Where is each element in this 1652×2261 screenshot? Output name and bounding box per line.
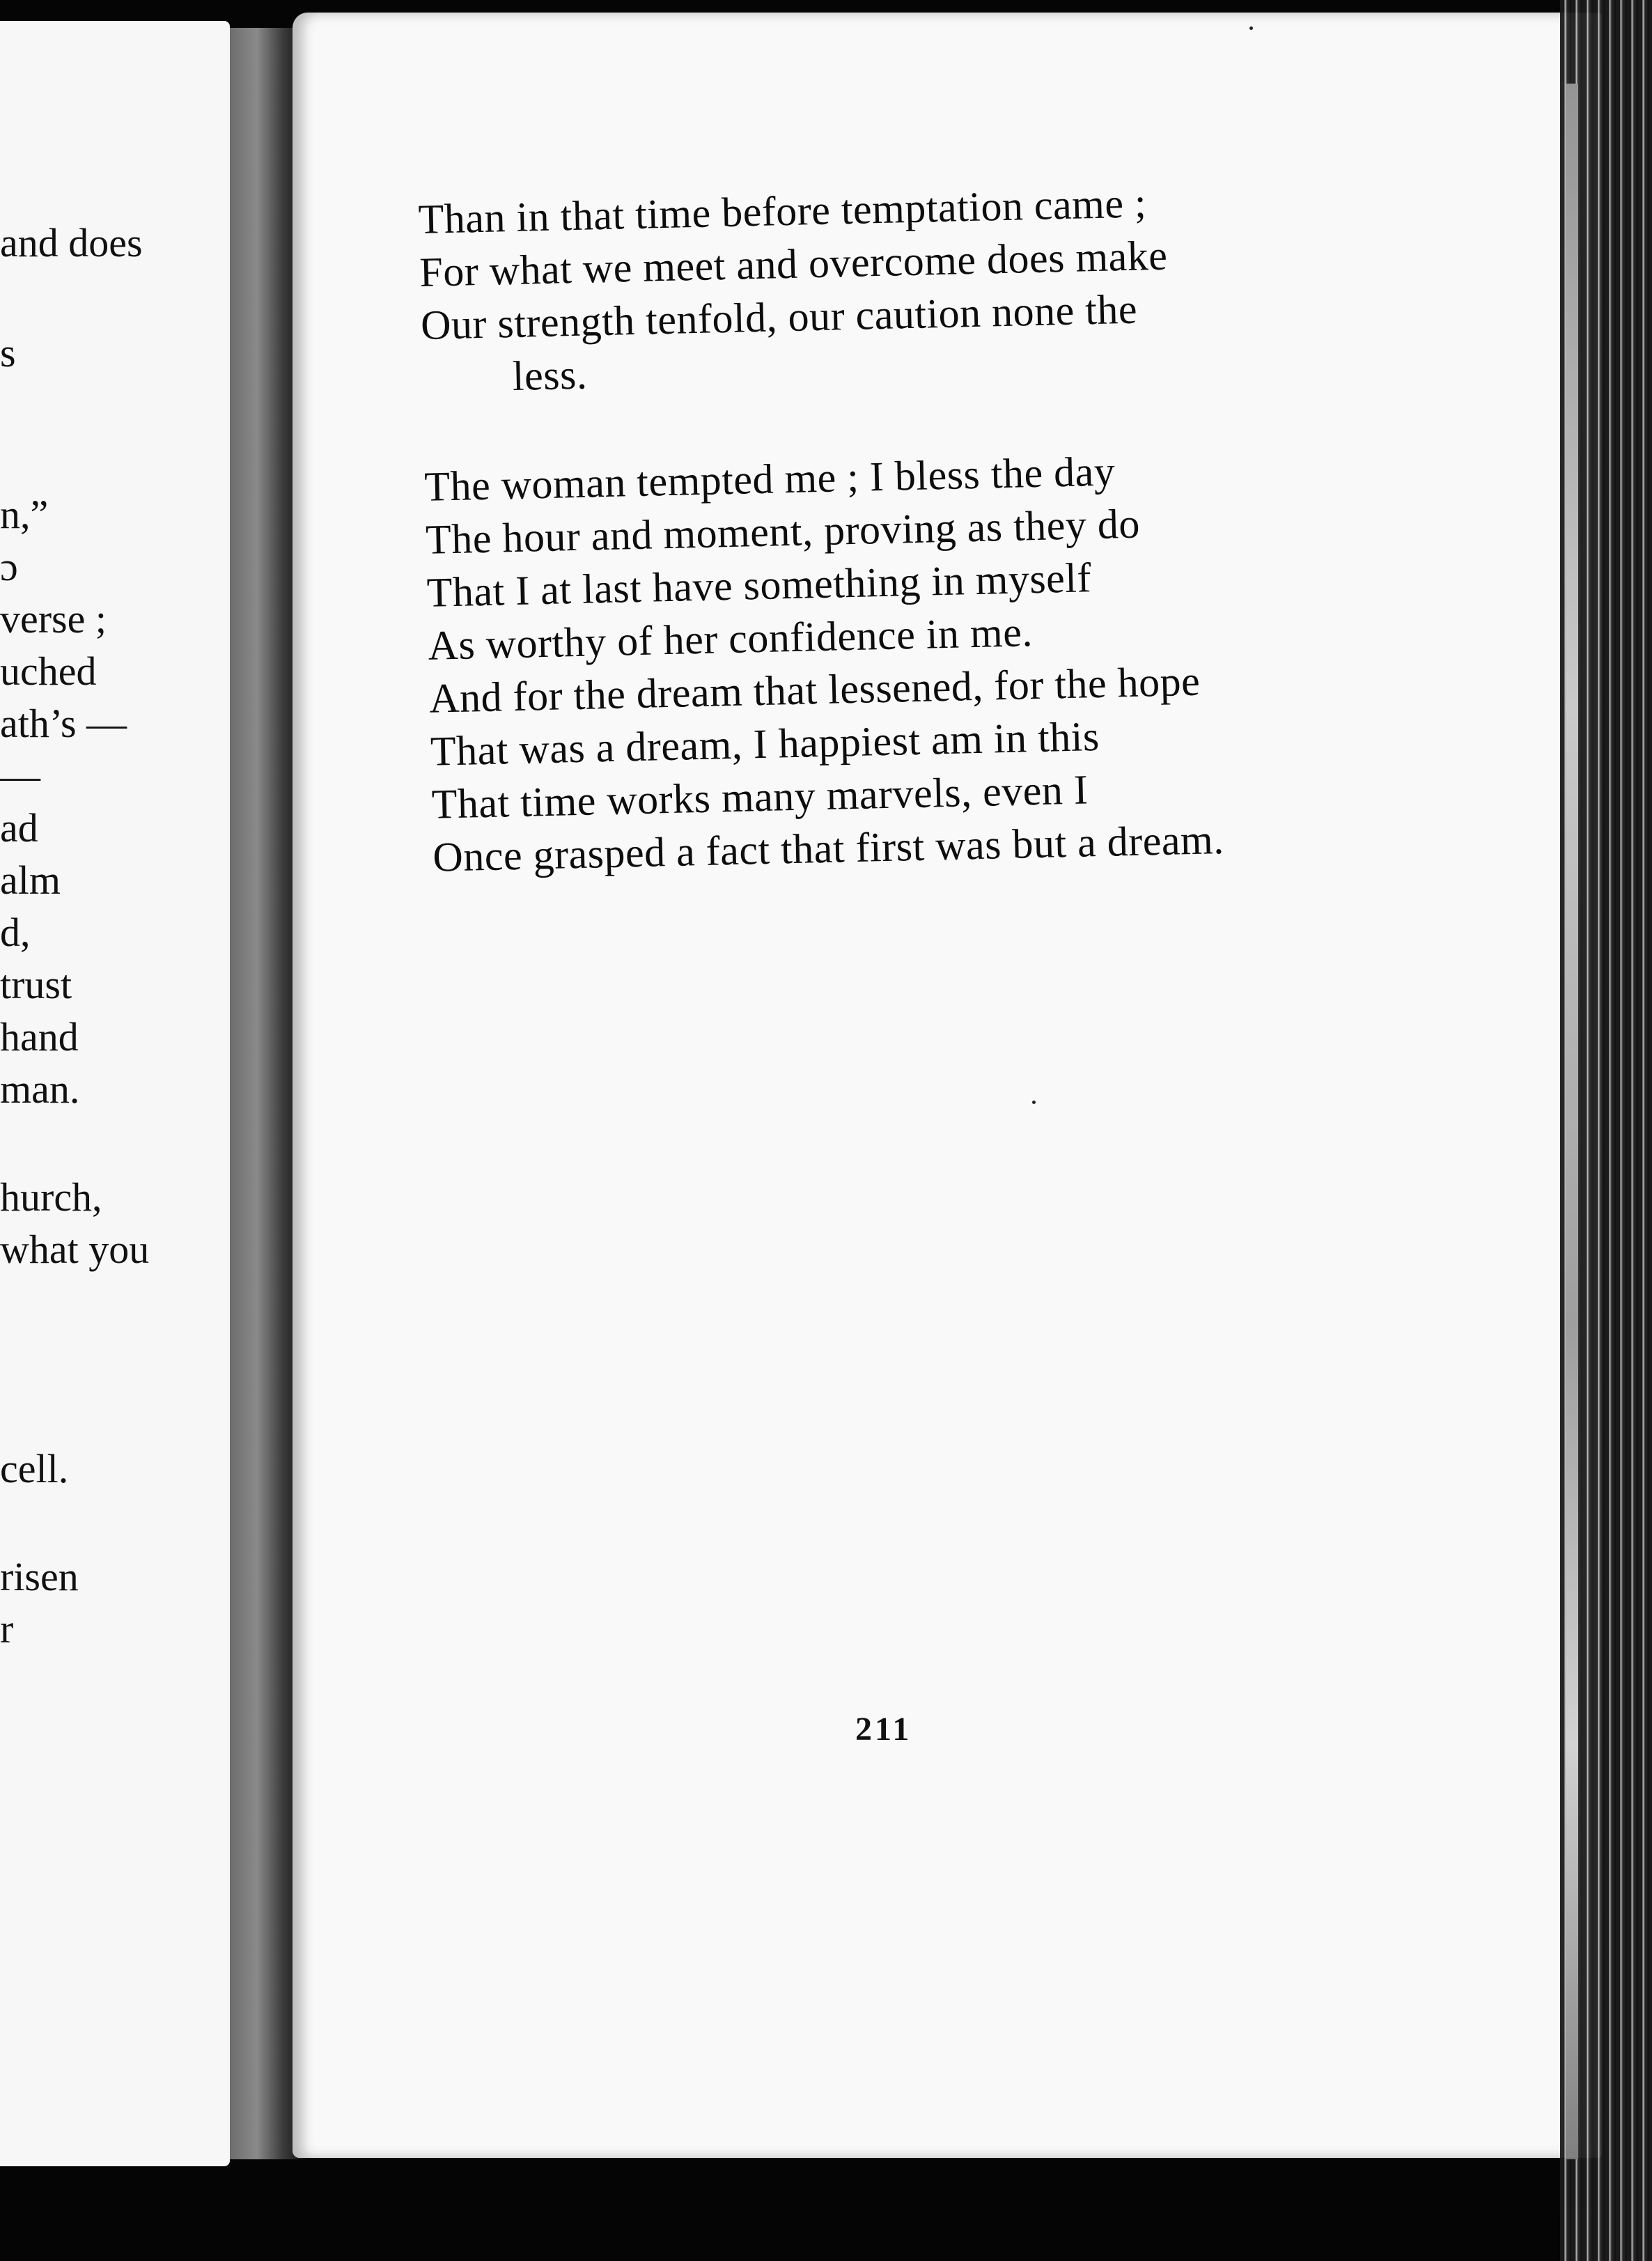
facing-line: uched xyxy=(0,648,97,694)
facing-line: and does xyxy=(0,220,143,265)
facing-line: what you xyxy=(0,1227,150,1272)
facing-line: ɔ xyxy=(0,544,18,589)
facing-line: cell. xyxy=(0,1446,69,1491)
page-edge-highlight xyxy=(1566,84,1578,2159)
page-edges xyxy=(1560,0,1652,2261)
poem-line: And for the dream that lessened, for the hope xyxy=(428,658,1201,722)
facing-line: trust xyxy=(0,962,72,1007)
facing-line: man. xyxy=(0,1066,80,1112)
dust-speck xyxy=(1032,1101,1036,1104)
poem-line: Once grasped a fact that first was but a dream. xyxy=(432,816,1225,880)
poem-line: As worthy of her confidence in me. xyxy=(427,609,1034,669)
facing-line: hand xyxy=(0,1014,79,1059)
facing-line: s xyxy=(0,330,16,375)
dust-speck xyxy=(1249,26,1253,30)
facing-line: ad xyxy=(0,805,38,850)
poem-text xyxy=(418,176,1450,889)
facing-line: r xyxy=(0,1606,14,1652)
facing-line: — xyxy=(0,753,40,798)
facing-line: d, xyxy=(0,910,31,955)
facing-line: n,” xyxy=(0,492,49,537)
page-number: 211 xyxy=(855,1711,912,1748)
poem-line: That time works many marvels, even I xyxy=(430,766,1089,828)
stanza-1 xyxy=(418,176,1440,410)
poem-line: Our strength tenfold, our caution none the xyxy=(420,286,1138,348)
poem-line: That I at last have something in myself xyxy=(426,554,1092,616)
poem-line: Than in that time before temptation came ; xyxy=(417,180,1147,242)
poem-line: less. xyxy=(512,351,589,399)
stanza-2 xyxy=(424,443,1450,889)
poem-line: The hour and moment, proving as they do xyxy=(425,500,1141,563)
facing-line: alm xyxy=(0,857,61,903)
poem-line: That was a dream, I happiest am in this xyxy=(430,713,1100,775)
facing-line: verse ; xyxy=(0,596,107,642)
facing-line: ath’s — xyxy=(0,701,127,746)
poem-line: The woman tempted me ; I bless the day xyxy=(423,448,1116,510)
facing-page xyxy=(0,21,230,2166)
poem-line: For what we meet and overcome does make xyxy=(419,232,1169,295)
facing-line: hurch, xyxy=(0,1174,102,1220)
facing-line: risen xyxy=(0,1554,79,1599)
